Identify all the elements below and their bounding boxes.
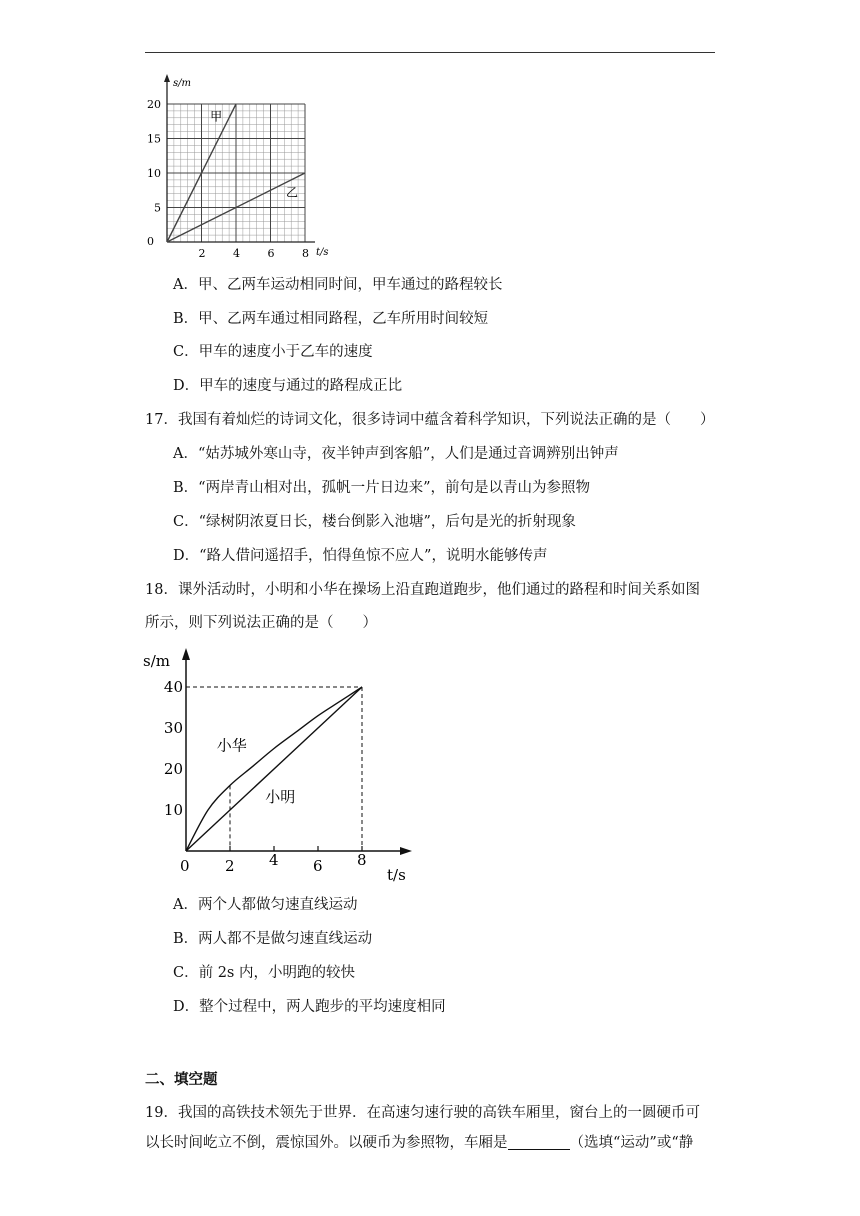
series-jia-label: 甲 bbox=[210, 109, 223, 124]
q16-option-c: C．甲车的速度小于乙车的速度 bbox=[173, 344, 373, 360]
series-xiaoming-line bbox=[186, 687, 362, 851]
y-tick-label: 10 bbox=[163, 801, 183, 819]
y-tick-label: 20 bbox=[147, 98, 161, 111]
q19-answer-blank[interactable] bbox=[508, 1135, 570, 1150]
series-xiaohua-label: 小华 bbox=[216, 736, 247, 755]
q19-line-2-after-blank: （选填“运动”或“静 bbox=[569, 1135, 694, 1151]
x-tick-label: 8 bbox=[302, 247, 309, 260]
x-tick-label: 2 bbox=[225, 857, 235, 875]
q16-option-d: D．甲车的速度与通过的路程成正比 bbox=[173, 378, 403, 394]
header-rule bbox=[145, 52, 715, 53]
y-axis-arrow bbox=[182, 648, 190, 660]
y-tick-label: 20 bbox=[163, 760, 183, 778]
x-tick-label: 0 bbox=[180, 857, 190, 875]
y-tick-label: 15 bbox=[147, 132, 161, 146]
y-axis-label: s/m bbox=[143, 652, 170, 670]
q19-line-2-before-blank: 以长时间屹立不倒，震惊国外。以硬币为参照物，车厢是 bbox=[145, 1135, 508, 1151]
q19-line-2 bbox=[145, 1133, 693, 1153]
q18-option-d: D．整个过程中，两人跑步的平均速度相同 bbox=[173, 999, 446, 1015]
x-axis-label: t/s bbox=[316, 247, 329, 258]
q17-option-c: C．“绿树阴浓夏日长，楼台倒影入池塘”，后句是光的折射现象 bbox=[173, 514, 576, 530]
x-tick-label: 2 bbox=[198, 247, 206, 260]
q17-option-b: B．“两岸青山相对出，孤帆一片日边来”，前句是以青山为参照物 bbox=[173, 480, 590, 496]
x-axis-label: t/s bbox=[387, 866, 406, 884]
x-tick-label: 4 bbox=[233, 247, 240, 260]
series-yi-label: 乙 bbox=[286, 185, 299, 200]
y-tick-label: 30 bbox=[163, 719, 183, 737]
y-tick-label: 10 bbox=[147, 167, 161, 180]
chart-2-s-t-graph bbox=[135, 640, 425, 890]
q17-option-d: D．“路人借问遥招手，怕得鱼惊不应人”，说明水能够传声 bbox=[173, 548, 548, 564]
q18-stem-line-2: 所示，则下列说法正确的是（ ） bbox=[145, 615, 377, 631]
x-tick-label: 8 bbox=[357, 851, 367, 869]
q18-option-c: C．前 2s 内，小明跑的较快 bbox=[173, 965, 355, 981]
x-tick-label: 0 bbox=[147, 235, 154, 248]
y-tick-label: 40 bbox=[163, 678, 183, 696]
q17-stem: 17．我国有着灿烂的诗词文化，很多诗词中蕴含着科学知识，下列说法正确的是（ ） bbox=[145, 412, 715, 428]
series-xiaoming-label: 小明 bbox=[265, 787, 296, 806]
y-axis-label: s/m bbox=[173, 78, 191, 89]
x-tick-label: 4 bbox=[269, 851, 279, 869]
x-axis-arrow bbox=[400, 847, 412, 855]
x-tick-label: 6 bbox=[267, 247, 275, 260]
q17-option-a: A．“姑苏城外寒山寺，夜半钟声到客船”，人们是通过音调辨别出钟声 bbox=[173, 446, 619, 462]
q16-option-b: B．甲、乙两车通过相同路程，乙车所用时间较短 bbox=[173, 311, 489, 327]
q16-option-a: A．甲、乙两车运动相同时间，甲车通过的路程较长 bbox=[173, 277, 503, 293]
y-axis-arrow bbox=[164, 74, 170, 82]
q19-line-1: 19．我国的高铁技术领先于世界．在高速匀速行驶的高铁车厢里，窗台上的一圆硬币可 bbox=[145, 1105, 700, 1121]
chart-1-s-t-graph bbox=[140, 70, 340, 260]
x-tick-label: 6 bbox=[313, 857, 323, 875]
q18-option-b: B．两人都不是做匀速直线运动 bbox=[173, 931, 373, 947]
q18-stem-line-1: 18．课外活动时，小明和小华在操场上沿直跑道跑步，他们通过的路程和时间关系如图 bbox=[145, 582, 700, 598]
y-tick-label: 5 bbox=[154, 201, 161, 215]
q18-option-a: A．两个人都做匀速直线运动 bbox=[173, 897, 358, 913]
section-title-fill-in: 二、填空题 bbox=[145, 1071, 218, 1088]
